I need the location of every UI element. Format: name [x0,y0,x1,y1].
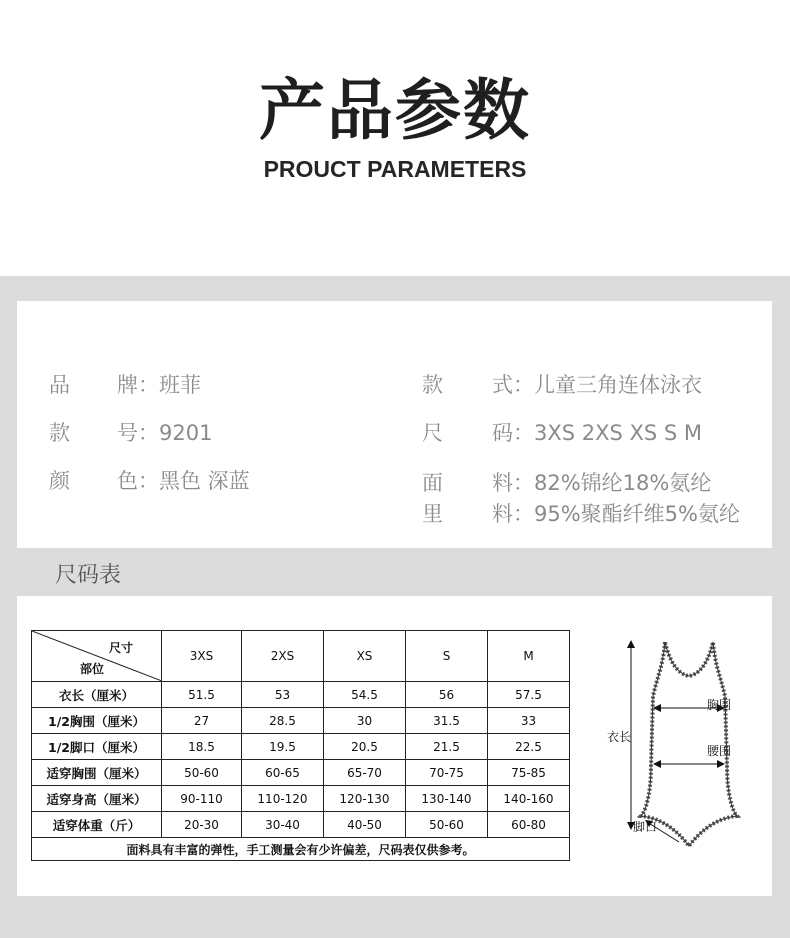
table-cell: 51.5 [162,682,242,708]
label-length: 衣长 [607,730,632,744]
table-cell: 20.5 [324,734,406,760]
table-note-row [32,838,570,861]
info-fabric-label-a: 面 [422,471,443,495]
column-header: M [488,631,570,682]
table-row [32,734,570,760]
header [0,0,790,276]
table-cell: 53 [242,682,324,708]
table-cell: 130-140 [406,786,488,812]
row-label: 适穿体重（斤） [32,812,162,838]
table-cell: 21.5 [406,734,488,760]
info-model-text: 号：9201 [117,421,213,445]
row-label: 适穿胸围（厘米） [32,760,162,786]
swimsuit-measurement-figure [605,616,765,856]
label-leg-opening: 脚口 [633,820,658,834]
info-brand-text: 牌：班菲 [117,373,201,397]
table-cell: 54.5 [324,682,406,708]
page-subtitle: PROUCT PARAMETERS [263,156,527,182]
table-cell: 50-60 [406,812,488,838]
table-cell: 120-130 [324,786,406,812]
info-lining-label-a: 里 [422,502,443,526]
table-row [32,786,570,812]
table-cell: 50-60 [162,760,242,786]
table-cell: 90-110 [162,786,242,812]
row-label: 适穿身高（厘米） [32,786,162,812]
table-cell: 22.5 [488,734,570,760]
row-label: 1/2胸围（厘米） [32,708,162,734]
table-cell: 140-160 [488,786,570,812]
info-color-text: 色：黑色 深蓝 [117,469,250,493]
table-cell: 57.5 [488,682,570,708]
table-row [32,760,570,786]
table-cell: 18.5 [162,734,242,760]
column-header: 2XS [242,631,324,682]
info-size-text: 码：3XS 2XS XS S M [492,421,703,445]
table-cell: 30-40 [242,812,324,838]
table-cell: 75-85 [488,760,570,786]
info-brand-label-a: 品 [49,373,70,397]
info-style-label-a: 款 [422,373,443,397]
table-cell: 28.5 [242,708,324,734]
table-cell: 60-65 [242,760,324,786]
label-waist: 腰围 [707,744,732,758]
table-row [32,812,570,838]
info-color-label-a: 颜 [49,469,70,493]
column-header: S [406,631,488,682]
table-cell: 20-30 [162,812,242,838]
info-style-text: 式：儿童三角连体泳衣 [492,373,702,397]
table-cell: 40-50 [324,812,406,838]
table-cell: 110-120 [242,786,324,812]
table-corner-cell [32,631,162,682]
size-table-panel [17,596,772,896]
table-cell: 27 [162,708,242,734]
column-header: 3XS [162,631,242,682]
table-row [32,708,570,734]
corner-label-part: 部位 [80,662,105,676]
info-lining-text: 料：95%聚酯纤维5%氨纶 [492,502,740,526]
table-cell: 19.5 [242,734,324,760]
table-cell: 60-80 [488,812,570,838]
table-cell: 31.5 [406,708,488,734]
row-label: 衣长（厘米） [32,682,162,708]
table-row [32,682,570,708]
table-cell: 70-75 [406,760,488,786]
table-cell: 65-70 [324,760,406,786]
column-header: XS [324,631,406,682]
label-chest: 胸围 [707,698,732,712]
page-title: 产品参数 [259,72,531,149]
table-cell: 56 [406,682,488,708]
table-cell: 33 [488,708,570,734]
info-size-label-a: 尺 [422,421,443,445]
table-header-row [32,631,570,682]
corner-label-size: 尺寸 [108,641,133,655]
size-table-title: 尺码表 [55,563,122,588]
table-cell: 30 [324,708,406,734]
table-note: 面料具有丰富的弹性，手工测量会有少许偏差，尺码表仅供参考。 [32,838,570,861]
row-label: 1/2脚口（厘米） [32,734,162,760]
size-table [31,630,570,861]
info-fabric-text: 料：82%锦纶18%氨纶 [492,471,712,495]
product-info-panel [17,301,772,548]
info-model-label-a: 款 [49,421,70,445]
